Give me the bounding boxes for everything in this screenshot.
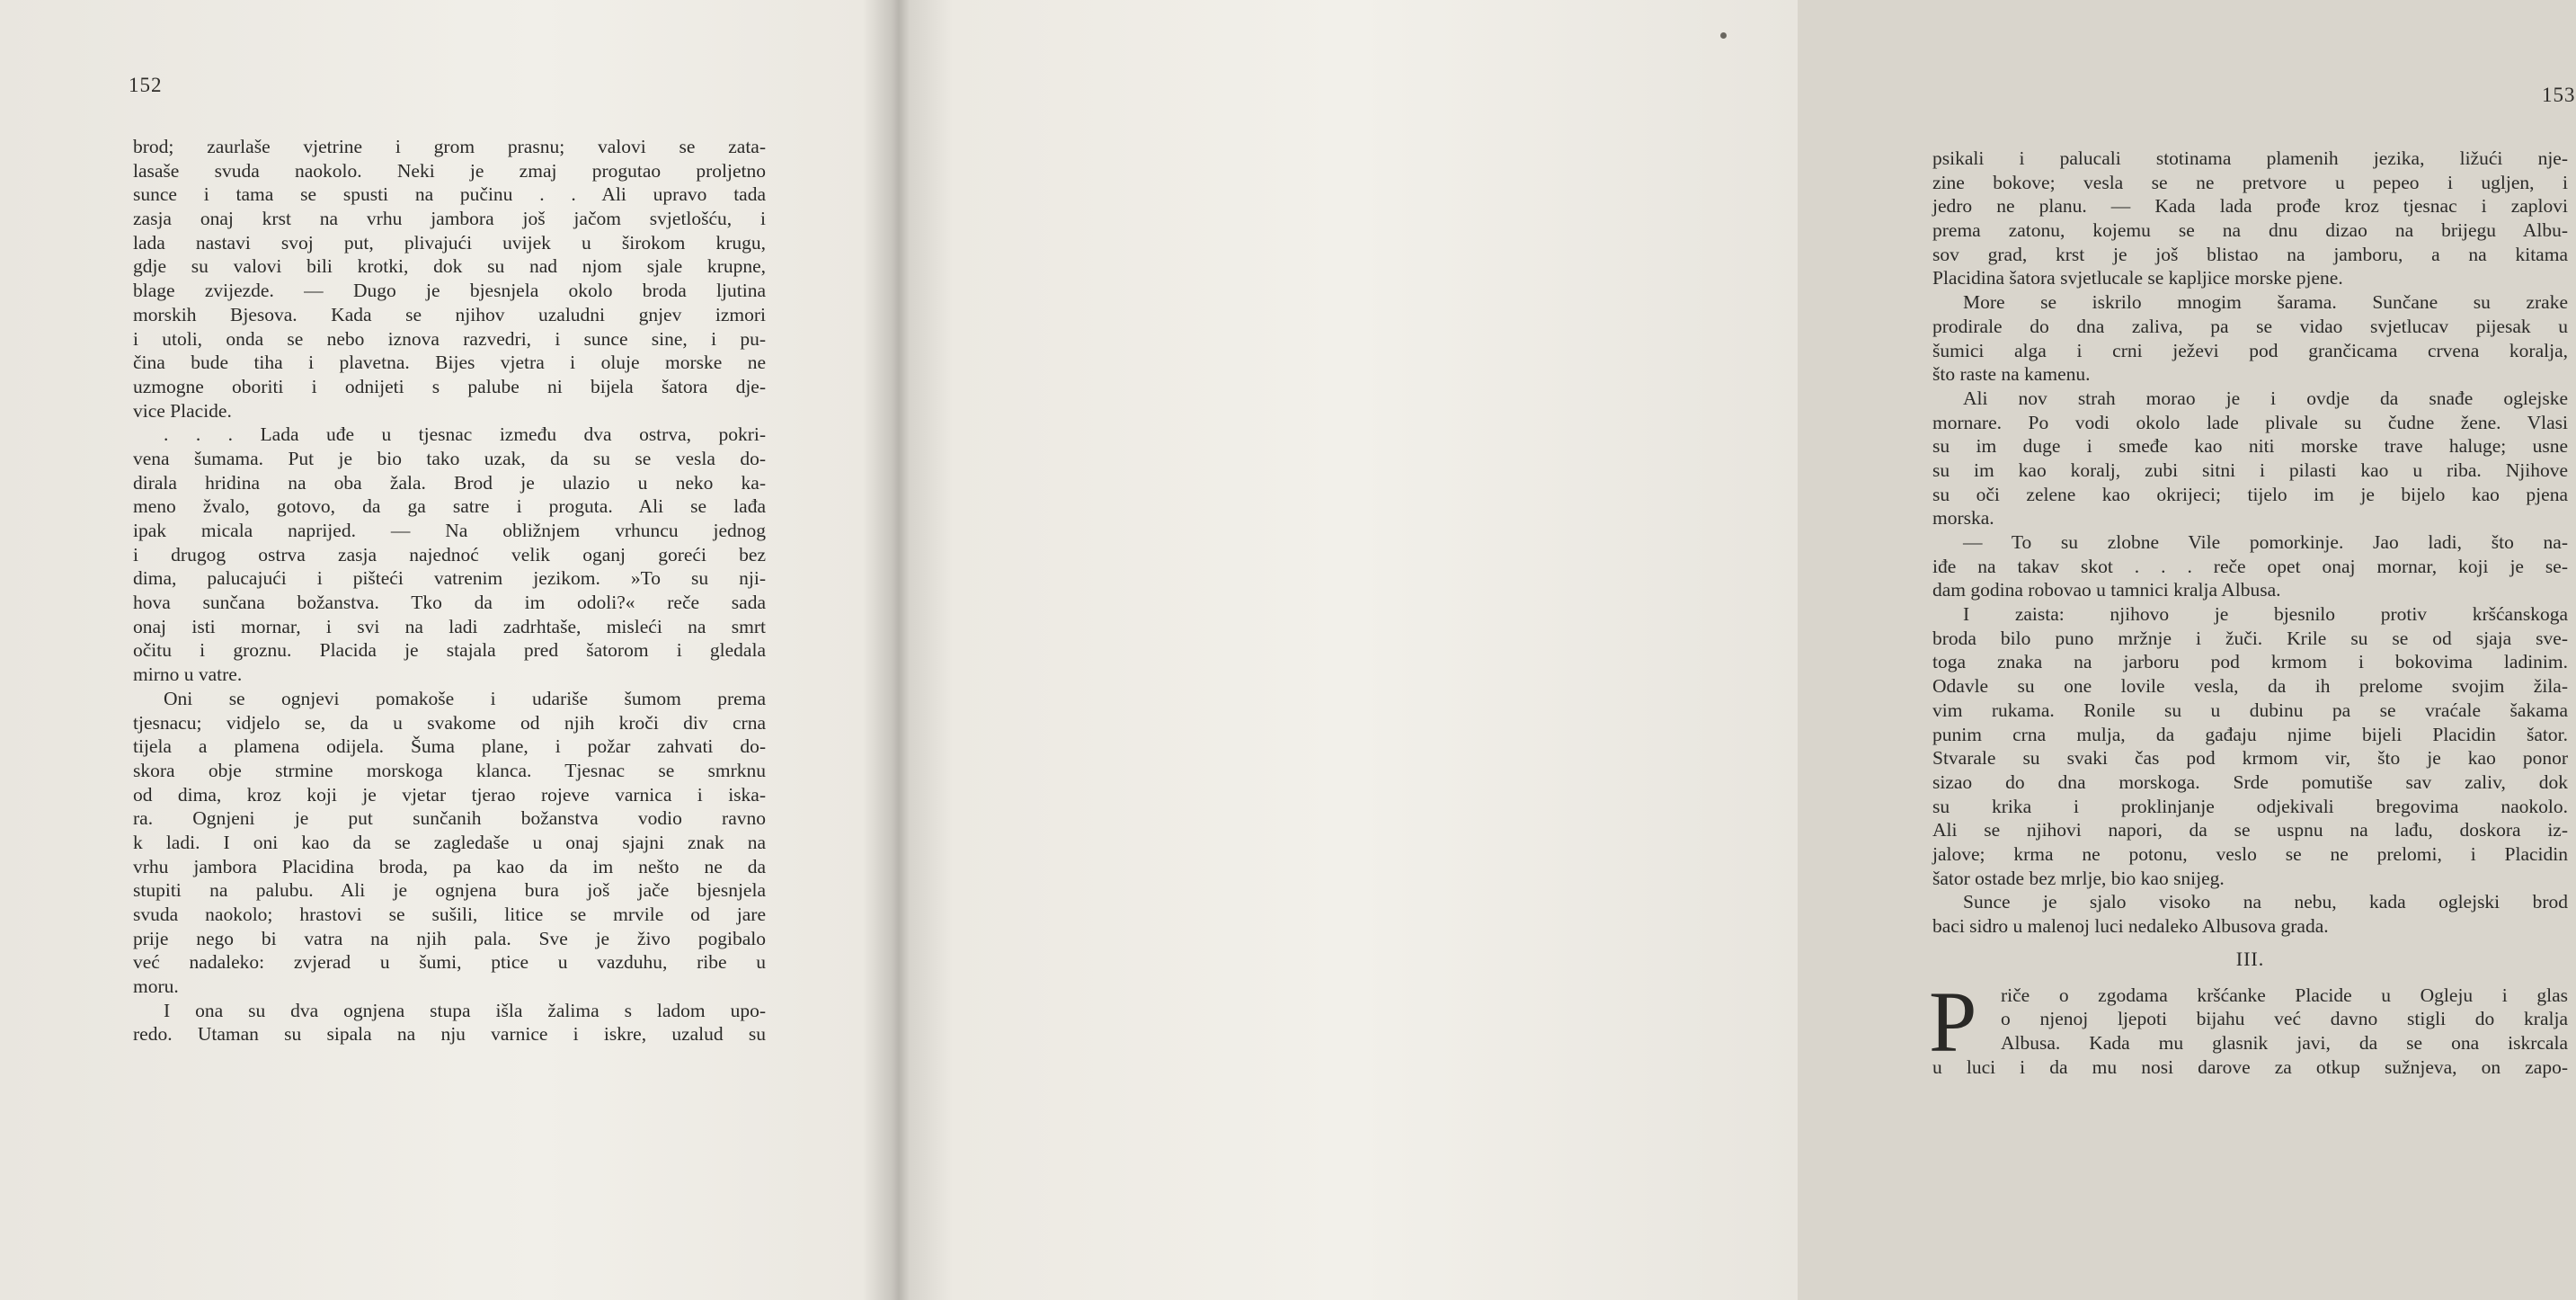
drop-cap: P: [1929, 973, 1977, 1070]
text-line: . . . Lada uđe u tjesnac između dva ostrva, pokri-: [164, 423, 766, 446]
margin-mark: [1720, 32, 1727, 39]
text-line: od dima, kroz koji je vjetar tjerao rojeve varnica i iska-: [133, 783, 766, 806]
text-line: šumici alga i crni ježevi pod grančicama crvena koralja,: [1932, 339, 2568, 361]
text-line: tjesnacu; vidjelo se, da u svakome od njih kroči div crna: [133, 711, 766, 734]
text-line: dima, palucajući i pišteći vatrenim jezikom. »To su nji-: [133, 567, 766, 590]
text-line: I ona su dva ognjena stupa išla žalima s ladom upo-: [164, 999, 766, 1021]
text-line: lada nastavi svoj put, plivajući uvijek u širokom krugu,: [133, 231, 766, 254]
text-line: prije nego bi vatra na njih pala. Sve je živo pogibalo: [133, 927, 766, 949]
text-line: vena šumama. Put je bio tako uzak, da su se vesla do-: [133, 447, 766, 469]
right-page-text: [1929, 147, 2568, 1079]
text-line: — To su zlobne Vile pomorkinje. Jao ladi, što na-: [1963, 531, 2568, 553]
text-line: sizao do dna morskoga. Srde pomutiše sav zaliv, dok: [1932, 770, 2568, 793]
text-line: su oči zelene kao okrijeci; tijelo im je bijelo kao pjena: [1932, 483, 2568, 505]
page-number-left: 152: [129, 74, 163, 96]
text-line: onaj isti mornar, i svi na ladi zadrhtaše, misleći na smrt: [133, 615, 766, 637]
text-line: meno žvalo, gotovo, da ga satre i proguta. Ali se lađa: [133, 495, 766, 518]
text-line: čina bude tiha i plavetna. Bijes vjetra i oluje morske ne: [133, 352, 766, 374]
text-line: More se iskrilo mnogim šarama. Sunčane su zrake: [1963, 291, 2568, 314]
left-page-text: [133, 135, 766, 1046]
text-line: Odavle su one lovile vesla, da ih prelome svojim žila-: [1932, 675, 2568, 698]
text-line: Albusa. Kada mu glasnik javi, da se ona iskrcala: [2001, 1032, 2568, 1055]
text-line: morskih Bjesova. Kada se njihov uzaludni gnjev izmori: [133, 303, 766, 325]
section-heading: III.: [2235, 947, 2265, 970]
text-line: jalove; krma ne potonu, veslo se ne prelomi, i Placidin: [1932, 842, 2568, 865]
text-line: ipak micala naprijed. — Na obližnjem vrhuncu jednog: [133, 520, 766, 541]
text-line: zine bokove; vesla se ne pretvore u pepeo i ugljen, i: [1932, 171, 2568, 193]
text-line: što raste na kamenu.: [1932, 363, 2091, 386]
text-line: vrhu jambora Placidina broda, pa kao da im nešto ne da: [133, 855, 766, 877]
text-line: I zaista: njihovo je bjesnilo protiv kršćanskoga: [1963, 603, 2568, 626]
text-line: mornare. Po vodi okolo lade plivale su čudne žene. Vlasi: [1932, 411, 2568, 433]
text-line: svuda naokolo; hrastovi se sušili, litice se mrvile od jare: [133, 904, 766, 925]
text-line: stupiti na palubu. Ali je ognjena bura još jače bjesnjela: [133, 879, 766, 902]
text-line: moru.: [133, 975, 179, 998]
right-page-body: [1932, 147, 2568, 939]
text-line: su krika i proklinjanje odjekivali bregovima naokolo.: [1932, 795, 2568, 817]
text-line: prema zatonu, kojemu se na dnu dizao na brijegu Albu-: [1932, 219, 2568, 242]
text-line: riče o zgodama kršćanke Placide u Ogleju i glas: [2001, 984, 2568, 1006]
text-line: lasaše svuda naokolo. Neki je zmaj progutao proljetno: [133, 159, 766, 182]
text-line: Stvarale su svaki čas pod krmom vir, što je kao ponor: [1932, 747, 2568, 770]
text-line: Sunce je sjalo visoko na nebu, kada oglejski brod: [1963, 891, 2568, 913]
text-line: blage zvijezde. — Dugo je bjesnjela okolo broda ljutina: [133, 280, 766, 302]
text-line: broda bilo puno mržnje i žuči. Krile su se od sjaja sve-: [1932, 627, 2568, 649]
text-line: očitu i groznu. Placida je stajala pred šatorom i gledala: [133, 639, 766, 662]
text-line: šator ostade bez mrlje, bio kao snijeg.: [1932, 867, 2225, 889]
text-line: redo. Utaman su sipala na nju varnice i iskre, uzalud su: [133, 1023, 766, 1046]
text-line: brod; zaurlaše vjetrine i grom prasnu; valovi se zata-: [133, 136, 766, 157]
text-line: prodirale do dna zaliva, pa se vidao svjetlucav pijesak u: [1932, 315, 2568, 337]
text-line: i drugog ostrva zasja najednoć velik oganj goreći bez: [133, 543, 766, 565]
text-line: o njenoj ljepoti bijahu već davno stigli do kralja: [2001, 1008, 2568, 1030]
text-line: sov grad, krst je još blistao na jamboru, a na kitama: [1932, 243, 2568, 265]
text-line: tijela a plamena odijela. Šuma plane, i požar zahvati do-: [133, 735, 766, 758]
text-line: gdje su valovi bili krotki, dok su nad njom sjale krupne,: [133, 255, 766, 278]
text-line: sunce i tama se spusti na pučinu . . Ali upravo tada: [133, 183, 766, 206]
right-page: [908, 0, 2576, 1300]
text-line: hova sunčana božanstva. Tko da im odoli?« reče sada: [133, 592, 766, 614]
text-line: morska.: [1932, 507, 1994, 530]
text-line: Ali nov strah morao je i ovdje da snađe oglejske: [1963, 387, 2568, 409]
text-line: dam godina robovao u tamnici kralja Albusa.: [1932, 579, 2281, 601]
text-line: već nadaleko: zvjerad u šumi, ptice u vazduhu, ribe u: [133, 951, 766, 974]
text-line: i utoli, onda se nebo iznova razvedri, i sunce sine, i pu-: [133, 327, 766, 350]
text-line: k ladi. I oni kao da se zagledaše u onaj sjajni znak na: [133, 831, 766, 853]
text-line: skora obje strmine morskoga klanca. Tjesnac se smrknu: [133, 759, 766, 781]
text-line: jedro ne planu. — Kada lada prođe kroz tjesnac i zaplovi: [1932, 195, 2568, 218]
text-line: punim crna mulja, da gađaju njime bijeli Placidin šator.: [1932, 723, 2568, 745]
text-line: ra. Ognjeni je put sunčanih božanstva vodio ravno: [133, 807, 766, 830]
text-line: iđe na takav skot . . . reče opet onaj mornar, koji je se-: [1932, 555, 2568, 577]
text-line: su im duge i smeđe kao niti morske trave haluge; usne: [1932, 435, 2568, 458]
text-line: Placidina šatora svjetlucale se kapljice morske pjene.: [1932, 267, 2343, 289]
text-line: vice Placide.: [133, 399, 232, 422]
text-line: uzmogne oboriti i odnijeti s palube ni bijela šatora dje-: [133, 375, 766, 397]
text-line: zasja onaj krst na vrhu jambora još jačom svjetlošću, i: [133, 208, 766, 230]
text-line: toga znaka na jarboru pod krmom i bokovima ladinim.: [1932, 651, 2568, 673]
text-line: mirno u vatre.: [133, 663, 243, 686]
text-line: dirala hridina na oba žala. Brod je ulazio u neko ka-: [133, 471, 766, 494]
left-page: [0, 0, 885, 1300]
text-line: baci sidro u malenoj luci nedaleko Albusova grada.: [1932, 915, 2329, 937]
chapter-text: [1932, 984, 2568, 1080]
text-line: su im kao koralj, zubi sitni i pilasti kao u riba. Njihove: [1932, 459, 2568, 481]
chapter-opening: [1929, 973, 2568, 1080]
text-line: Ali se njihovi napori, da se uspnu na lađu, doskora iz-: [1932, 819, 2568, 841]
text-line: vim rukama. Ronile su u dubinu pa se vraćale šakama: [1932, 699, 2568, 721]
text-line: psikali i palucali stotinama plamenih jezika, ližući nje-: [1932, 147, 2568, 169]
page-number-right: 153: [2542, 84, 2576, 106]
text-line: u luci i da mu nosi darove za otkup sužnjeva, on zapo-: [1932, 1055, 2568, 1078]
text-line: Oni se ognjevi pomakoše i udariše šumom prema: [164, 687, 766, 709]
